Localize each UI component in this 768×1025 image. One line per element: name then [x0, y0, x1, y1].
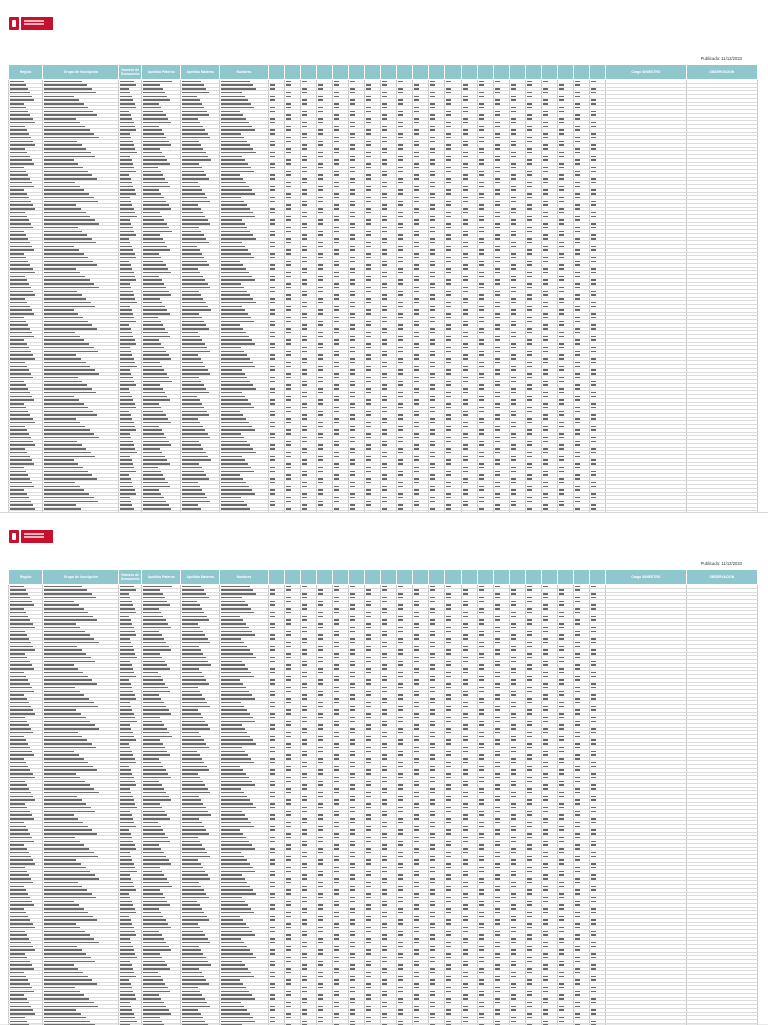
column-header: OBSERVACION	[686, 570, 757, 585]
column-header: Apellido Paterno	[142, 65, 181, 80]
column-header	[557, 65, 573, 80]
column-header	[316, 65, 332, 80]
column-header	[493, 65, 509, 80]
column-header	[574, 65, 590, 80]
results-table-1	[8, 64, 758, 535]
column-header: Grupo de Inscripción	[43, 65, 119, 80]
column-header	[268, 65, 284, 80]
column-header	[365, 65, 381, 80]
column-header: Número de Documento	[119, 65, 142, 80]
column-header: Nombres	[220, 65, 268, 80]
column-header: Cargo SINIESTRO	[606, 570, 686, 585]
column-header	[429, 65, 445, 80]
column-header: OBSERVACION	[686, 65, 757, 80]
column-header: Número de Documento	[119, 570, 142, 585]
column-header	[397, 65, 413, 80]
column-header: Cargo SINIESTRO	[606, 65, 686, 80]
column-header: Apellido Paterno	[142, 570, 181, 585]
column-header: Región	[9, 65, 43, 80]
column-header	[525, 65, 541, 80]
column-header	[381, 65, 397, 80]
column-header: Grupo de Inscripción	[43, 570, 119, 585]
column-header	[413, 65, 429, 80]
column-header	[332, 65, 348, 80]
document-page-1	[0, 0, 768, 512]
published-date: Publicado: 11/12/2023	[701, 56, 742, 61]
column-header	[509, 65, 525, 80]
column-header	[348, 65, 364, 80]
column-header	[590, 65, 606, 80]
published-date: Publicado: 11/12/2023	[701, 561, 742, 566]
peru-seal-icon	[9, 17, 19, 30]
column-header	[300, 65, 316, 80]
ministry-logo	[9, 17, 53, 30]
column-header: Apellido Materno	[181, 65, 220, 80]
column-header	[477, 65, 493, 80]
column-header	[284, 65, 300, 80]
column-header: Apellido Materno	[181, 570, 220, 585]
column-header: Región	[9, 570, 43, 585]
column-header	[445, 65, 461, 80]
ministry-name-bar	[21, 17, 53, 30]
column-header: Nombres	[220, 570, 268, 585]
column-header	[461, 65, 477, 80]
column-header	[541, 65, 557, 80]
